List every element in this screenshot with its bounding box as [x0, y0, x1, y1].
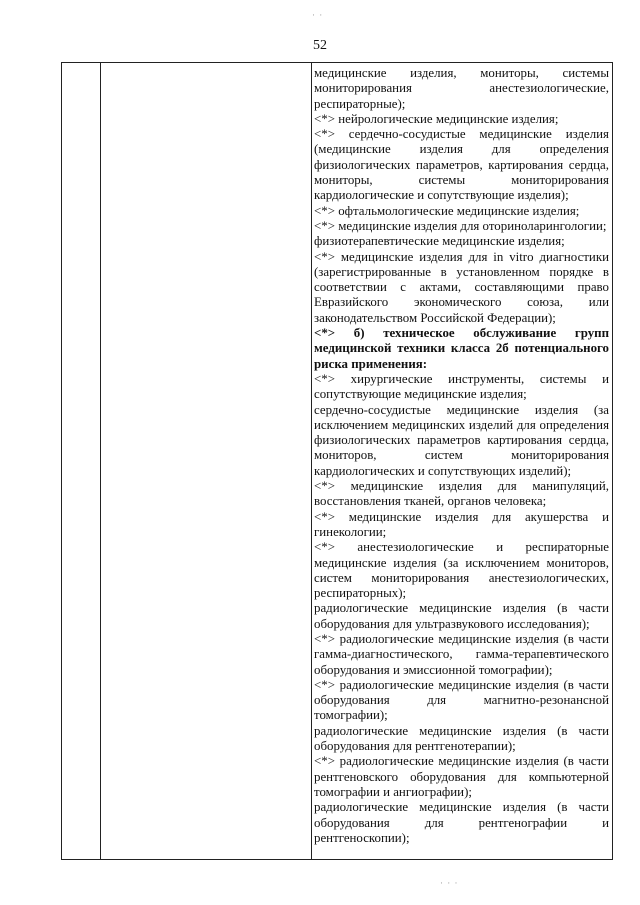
scan-artifact-bottom: · · ·: [440, 878, 459, 888]
paragraph: <*> б) техническое обслуживание групп медицинской техники класса 2б потенциального риска применения:: [314, 326, 609, 371]
paragraph: <*> анестезиологические и респираторные медицинские изделия (за исключением мониторов, систем мониторирования анестезиологических, респираторных);: [314, 540, 609, 601]
paragraph: <*> хирургические инструменты, системы и сопутствующие медицинские изделия;: [314, 371, 609, 402]
paragraph: <*> медицинские изделия для акушерства и гинекологии;: [314, 509, 609, 539]
column-divider-2: [311, 63, 312, 859]
paragraph: радиологические медицинские изделия (в части оборудования для рентгенографии и рентгеноскопии);: [314, 800, 609, 845]
page-number: 52: [313, 38, 327, 53]
paragraph: физиотерапевтические медицинские изделия;: [314, 234, 565, 249]
paragraph: радиологические медицинские изделия (в части оборудования для рентгенотерапии);: [314, 723, 609, 754]
paragraph: <*> нейрологические медицинские изделия;: [314, 111, 559, 126]
paragraph: <*> радиологические медицинские изделия (в части гамма-диагностического, гамма-терапевтического оборудования и эмиссионной томографии);: [314, 631, 609, 677]
paragraph: <*> радиологические медицинские изделия (в части рентгеновского оборудования для компьютерной томографии и ангиографии);: [314, 754, 609, 799]
scan-artifact-top: · ·: [312, 10, 324, 20]
document-table: [61, 62, 613, 860]
paragraph: радиологические медицинские изделия (в части оборудования для ультразвукового исследования);: [314, 601, 609, 631]
column-divider-1: [100, 63, 101, 859]
paragraph: <*> радиологические медицинские изделия (в части оборудования для магнитно-резонансной томографии);: [314, 677, 609, 723]
paragraph: медицинские изделия, мониторы, системы мониторирования анестезиологические, респираторные);: [314, 66, 609, 111]
paragraph: сердечно-сосудистые медицинские изделия (за исключением медицинских изделий для определения физиологических параметров картирования сердца, мониторов, систем мониторирования кардиологических и сопутствующих изделий);: [314, 402, 609, 478]
paragraph: <*> медицинские изделия для оториноларингологии;: [314, 218, 607, 233]
paragraph: <*> сердечно-сосудистые медицинские изделия (медицинские изделия для определения физиологических параметров, картирования сердца, мониторы, системы мониторирования кардиологические и сопутствующие изделия);: [314, 127, 609, 203]
paragraph: <*> медицинские изделия для манипуляций, восстановления тканей, органов человека;: [314, 479, 609, 509]
paragraph: <*> офтальмологические медицинские изделия;: [314, 203, 580, 218]
paragraph: <*> медицинские изделия для in vitro диагностики (зарегистрированные в установленном порядке в соответствии с актами, составляющими право Евразийского экономического союза, или законодательством Российской Федерации);: [314, 249, 609, 325]
table-cell-text: [314, 66, 609, 846]
